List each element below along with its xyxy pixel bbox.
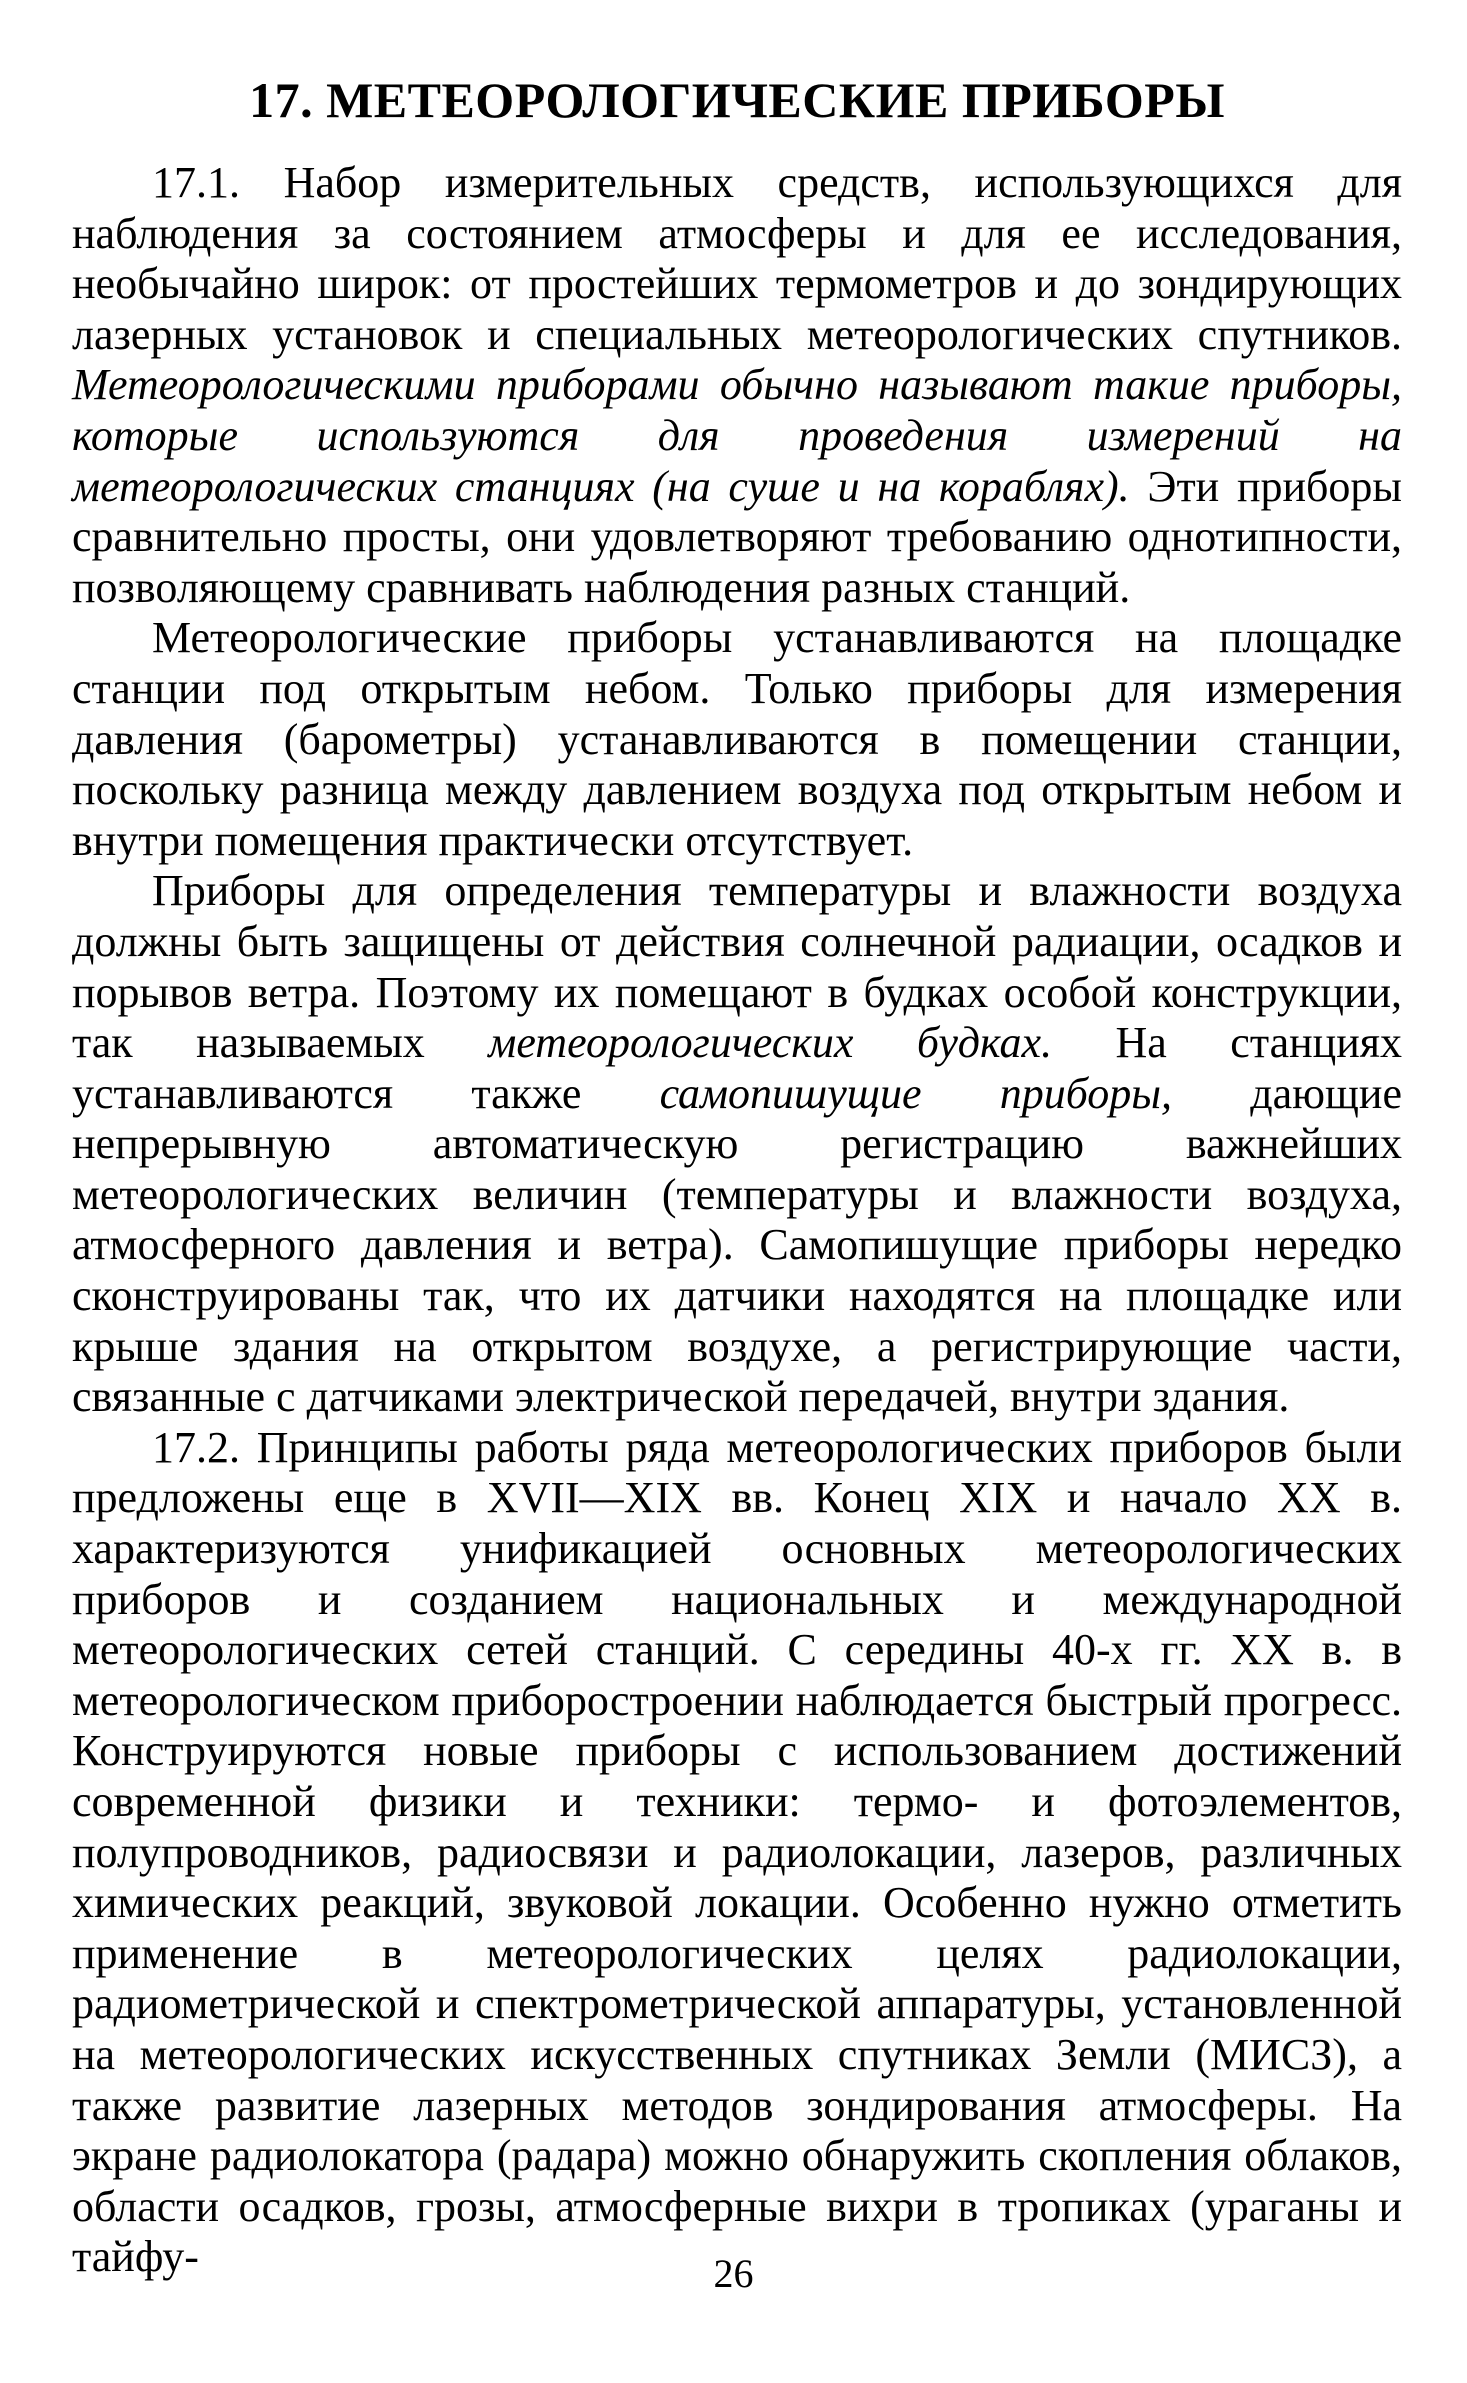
- text-run: На станциях устанавливаются также: [72, 1018, 1402, 1118]
- text-run: 17.1. Набор измерительных средств, использующихся для наблюдения за состоянием атмосферы и для ее исследования, необычайно широк: от простейших термометров и до зондирующих лазерных установок и специальных метеорологических спутников.: [72, 158, 1402, 359]
- paragraph-stations: [72, 613, 1402, 866]
- text-run: Метеорологические приборы устанавливаются на площадке станции под открытым небом. Только приборы для измерения давления (барометры) устанавливаются в помещении станции, поскольку разница между давлением воздуха под открытым небом и внутри помещения практически отсутствует.: [72, 613, 1402, 865]
- paragraph-17-2: [72, 1423, 1402, 2283]
- page-title: 17. МЕТЕОРОЛОГИЧЕСКИЕ ПРИБОРЫ: [249, 72, 1225, 128]
- paragraph-shelters: [72, 866, 1402, 1423]
- document-page: [72, 70, 1402, 2283]
- text-run: 17.2. Принципы работы ряда метеорологических приборов были предложены еще в XVII—XIX вв. Конец XIX и начало XX в. характеризуются унификацией основных метеорологических приборов и созданием национальных и международной метеорологических сетей станций. С середины 40-х гг. XX в. в метеорологическом приборостроении наблюдается быстрый прогресс. Конструируются новые приборы с использованием достижений современной физики и техники: термо- и фотоэлементов, полупроводников, радиосвязи и радиолокации, лазеров, различных химических реакций, звуковой локации. Особенно нужно отметить применение в метеорологических целях радиолокации, радиометрической и спектрометрической аппаратуры, установленной на метеорологических искусственных спутниках Земли (МИСЗ), а также развитие лазерных методов зондирования атмосферы. На экране радиолокатора (радара) можно обнаружить скопления облаков, области осадков, грозы, атмосферные вихри в тропиках (ураганы и тайфу-: [72, 1422, 1402, 2282]
- page-number: 26: [713, 2251, 754, 2296]
- text-run-italic: метеорологических будках.: [488, 1018, 1053, 1068]
- paragraph-17-1: [72, 158, 1402, 613]
- text-run: Приборы для определения температуры и влажности воздуха должны быть защищены от действия солнечной радиации, осадков и порывов ветра. Поэтому их помещают в будках особой конструкции, так называемых: [72, 866, 1402, 1068]
- text-run-italic: Метеорологическими приборами обычно называют такие приборы, которые используются для проведения измерений на метеорологических станциях (на суше и на кораблях).: [72, 360, 1402, 511]
- text-run: дающие непрерывную автоматическую регистрацию важнейших метеорологических величин (температуры и влажности воздуха, атмосферного давления и ветра). Самопишущие приборы нередко сконструированы так, что их датчики находятся на площадке или крыше здания на открытом воздухе, а регистрирующие части, связанные с датчиками электрической передачей, внутри здания.: [72, 1068, 1402, 1422]
- text-run: Эти приборы сравнительно просты, они удовлетворяют требованию однотипности, позволяющему сравнивать наблюдения разных станций.: [72, 461, 1402, 612]
- text-run-italic: самопишущие приборы,: [659, 1068, 1173, 1118]
